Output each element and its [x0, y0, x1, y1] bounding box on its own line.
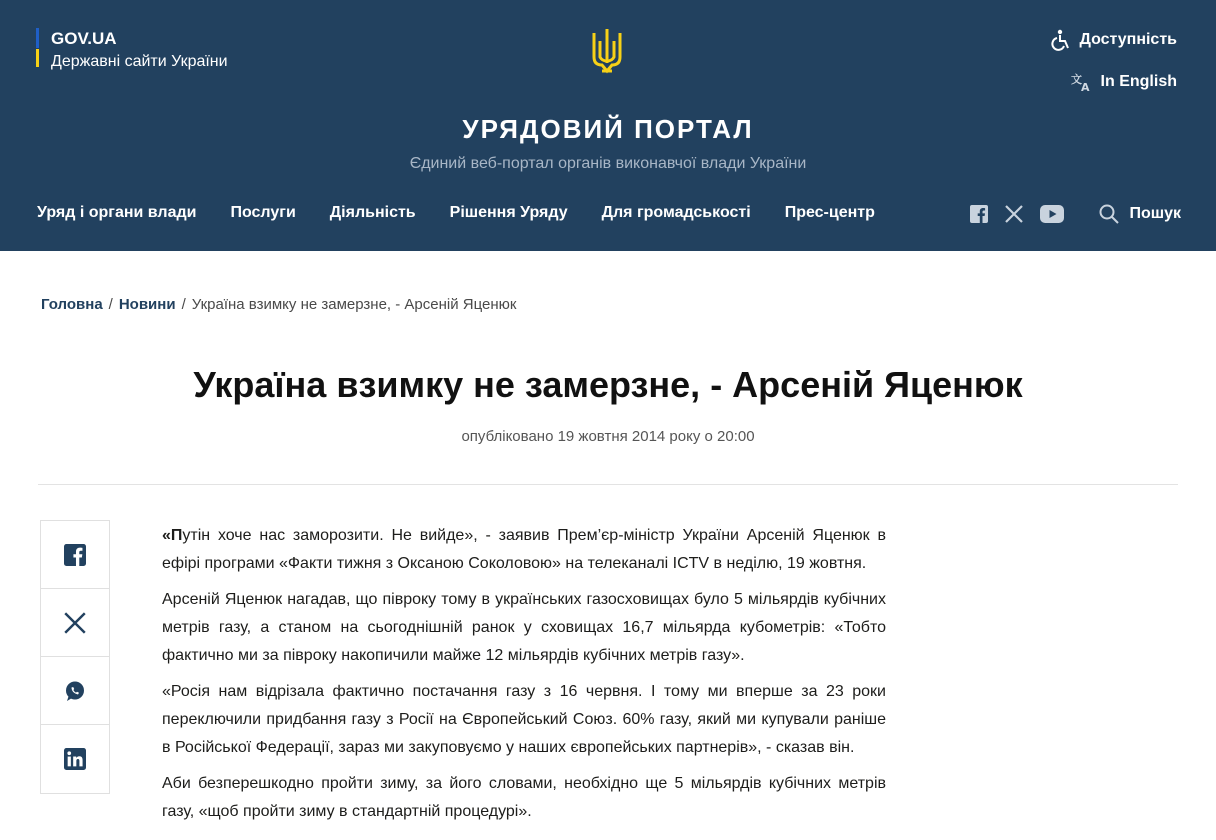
article-body [162, 522, 886, 834]
article-paragraph [162, 522, 886, 578]
breadcrumb-separator: / [181, 296, 186, 313]
search-label: Пошук [1129, 205, 1181, 222]
portal-subtitle: Єдиний веб-портал органів виконавчої влади України [409, 155, 807, 172]
breadcrumb-current: Україна взимку не замерзне, - Арсеній Яценюк [191, 296, 517, 313]
search-button[interactable] [1099, 204, 1181, 224]
breadcrumb [41, 296, 516, 313]
flag-yellow-bar [36, 49, 39, 67]
share-whatsapp-button[interactable] [41, 657, 109, 725]
article-paragraph: «Росія нам відрізала фактично постачання газу з 16 червня. І тому ми вперше за 23 роки переключили придбання газу з Росії на Європейський Союз. 60% газу, який ми купували раніше в Російської Федерації, зараз ми закуповуємо у наших європейських партнерів», - сказав він. [162, 683, 886, 756]
breadcrumb-news[interactable]: Новини [118, 296, 176, 313]
accessibility-link[interactable] [1051, 28, 1177, 52]
svg-text:A: A [1080, 81, 1090, 92]
main-nav [37, 204, 909, 222]
nav-item-services[interactable]: Послуги [230, 204, 296, 221]
accessibility-label: Доступність [1079, 31, 1177, 48]
portal-title[interactable]: УРЯДОВИЙ ПОРТАЛ [462, 114, 754, 144]
divider [38, 484, 1178, 485]
article-paragraph: Арсеній Яценюк нагадав, що півроку тому в українських газосховищах було 5 мільярдів кубічних метрів газу, а станом на сьогоднішній ранок у сховищах 16,7 мільярда кубометрів: «Тобто фактично ми за півроку накопичили майже 12 мільярдів кубічних метрів газу». [162, 591, 886, 664]
lead-bold: «П [162, 527, 183, 544]
facebook-icon[interactable] [970, 205, 988, 223]
govua-link[interactable] [36, 28, 228, 74]
breadcrumb-separator: / [108, 296, 113, 313]
lead-text: утін хоче нас заморозити. Не вийде», - заявив Прем’єр-міністр України Арсеній Яценюк в ефірі програми «Факти тижня з Оксаною Соколовою» на телеканалі ICTV в неділю, 19 жовтня. [162, 527, 886, 572]
article-title: Україна взимку не замерзне, - Арсеній Яценюк [193, 364, 1023, 405]
share-linkedin-button[interactable] [41, 725, 109, 793]
whatsapp-icon [64, 680, 86, 702]
publish-date: опубліковано 19 жовтня 2014 року о 20:00 [461, 428, 755, 445]
x-icon [64, 612, 86, 634]
nav-item-decisions[interactable]: Рішення Уряду [449, 204, 568, 221]
share-x-button[interactable] [41, 589, 109, 657]
translate-icon [1071, 72, 1093, 92]
share-panel [40, 520, 110, 794]
article-paragraph: Аби безперешкодно пройти зиму, за його словами, необхідно ще 5 мільярдів кубічних метрів газу, «щоб пройти зиму в стандартній процедурі». [162, 775, 886, 820]
breadcrumb-home[interactable]: Головна [41, 296, 103, 313]
trident-icon[interactable] [590, 27, 624, 77]
nav-item-government[interactable]: Уряд і органи влади [37, 204, 197, 221]
nav-item-activity[interactable]: Діяльність [329, 204, 416, 221]
flag-blue-bar [36, 28, 39, 48]
govua-subtitle[interactable]: Державні сайти України [51, 53, 228, 70]
svg-text:文: 文 [1070, 73, 1082, 86]
site-header [0, 0, 1216, 251]
share-facebook-button[interactable] [41, 521, 109, 589]
youtube-icon[interactable] [1040, 205, 1064, 223]
search-icon [1099, 204, 1119, 224]
x-icon[interactable] [1005, 205, 1023, 223]
accessibility-icon [1051, 29, 1071, 51]
language-label: In English [1100, 73, 1177, 90]
social-links [970, 205, 1081, 223]
nav-item-public[interactable]: Для громадськості [601, 204, 751, 221]
linkedin-icon [64, 748, 86, 770]
nav-item-press[interactable]: Прес-центр [784, 204, 875, 221]
facebook-icon [64, 544, 86, 566]
govua-title[interactable]: GOV.UA [51, 29, 117, 48]
language-switch[interactable] [1051, 70, 1177, 94]
